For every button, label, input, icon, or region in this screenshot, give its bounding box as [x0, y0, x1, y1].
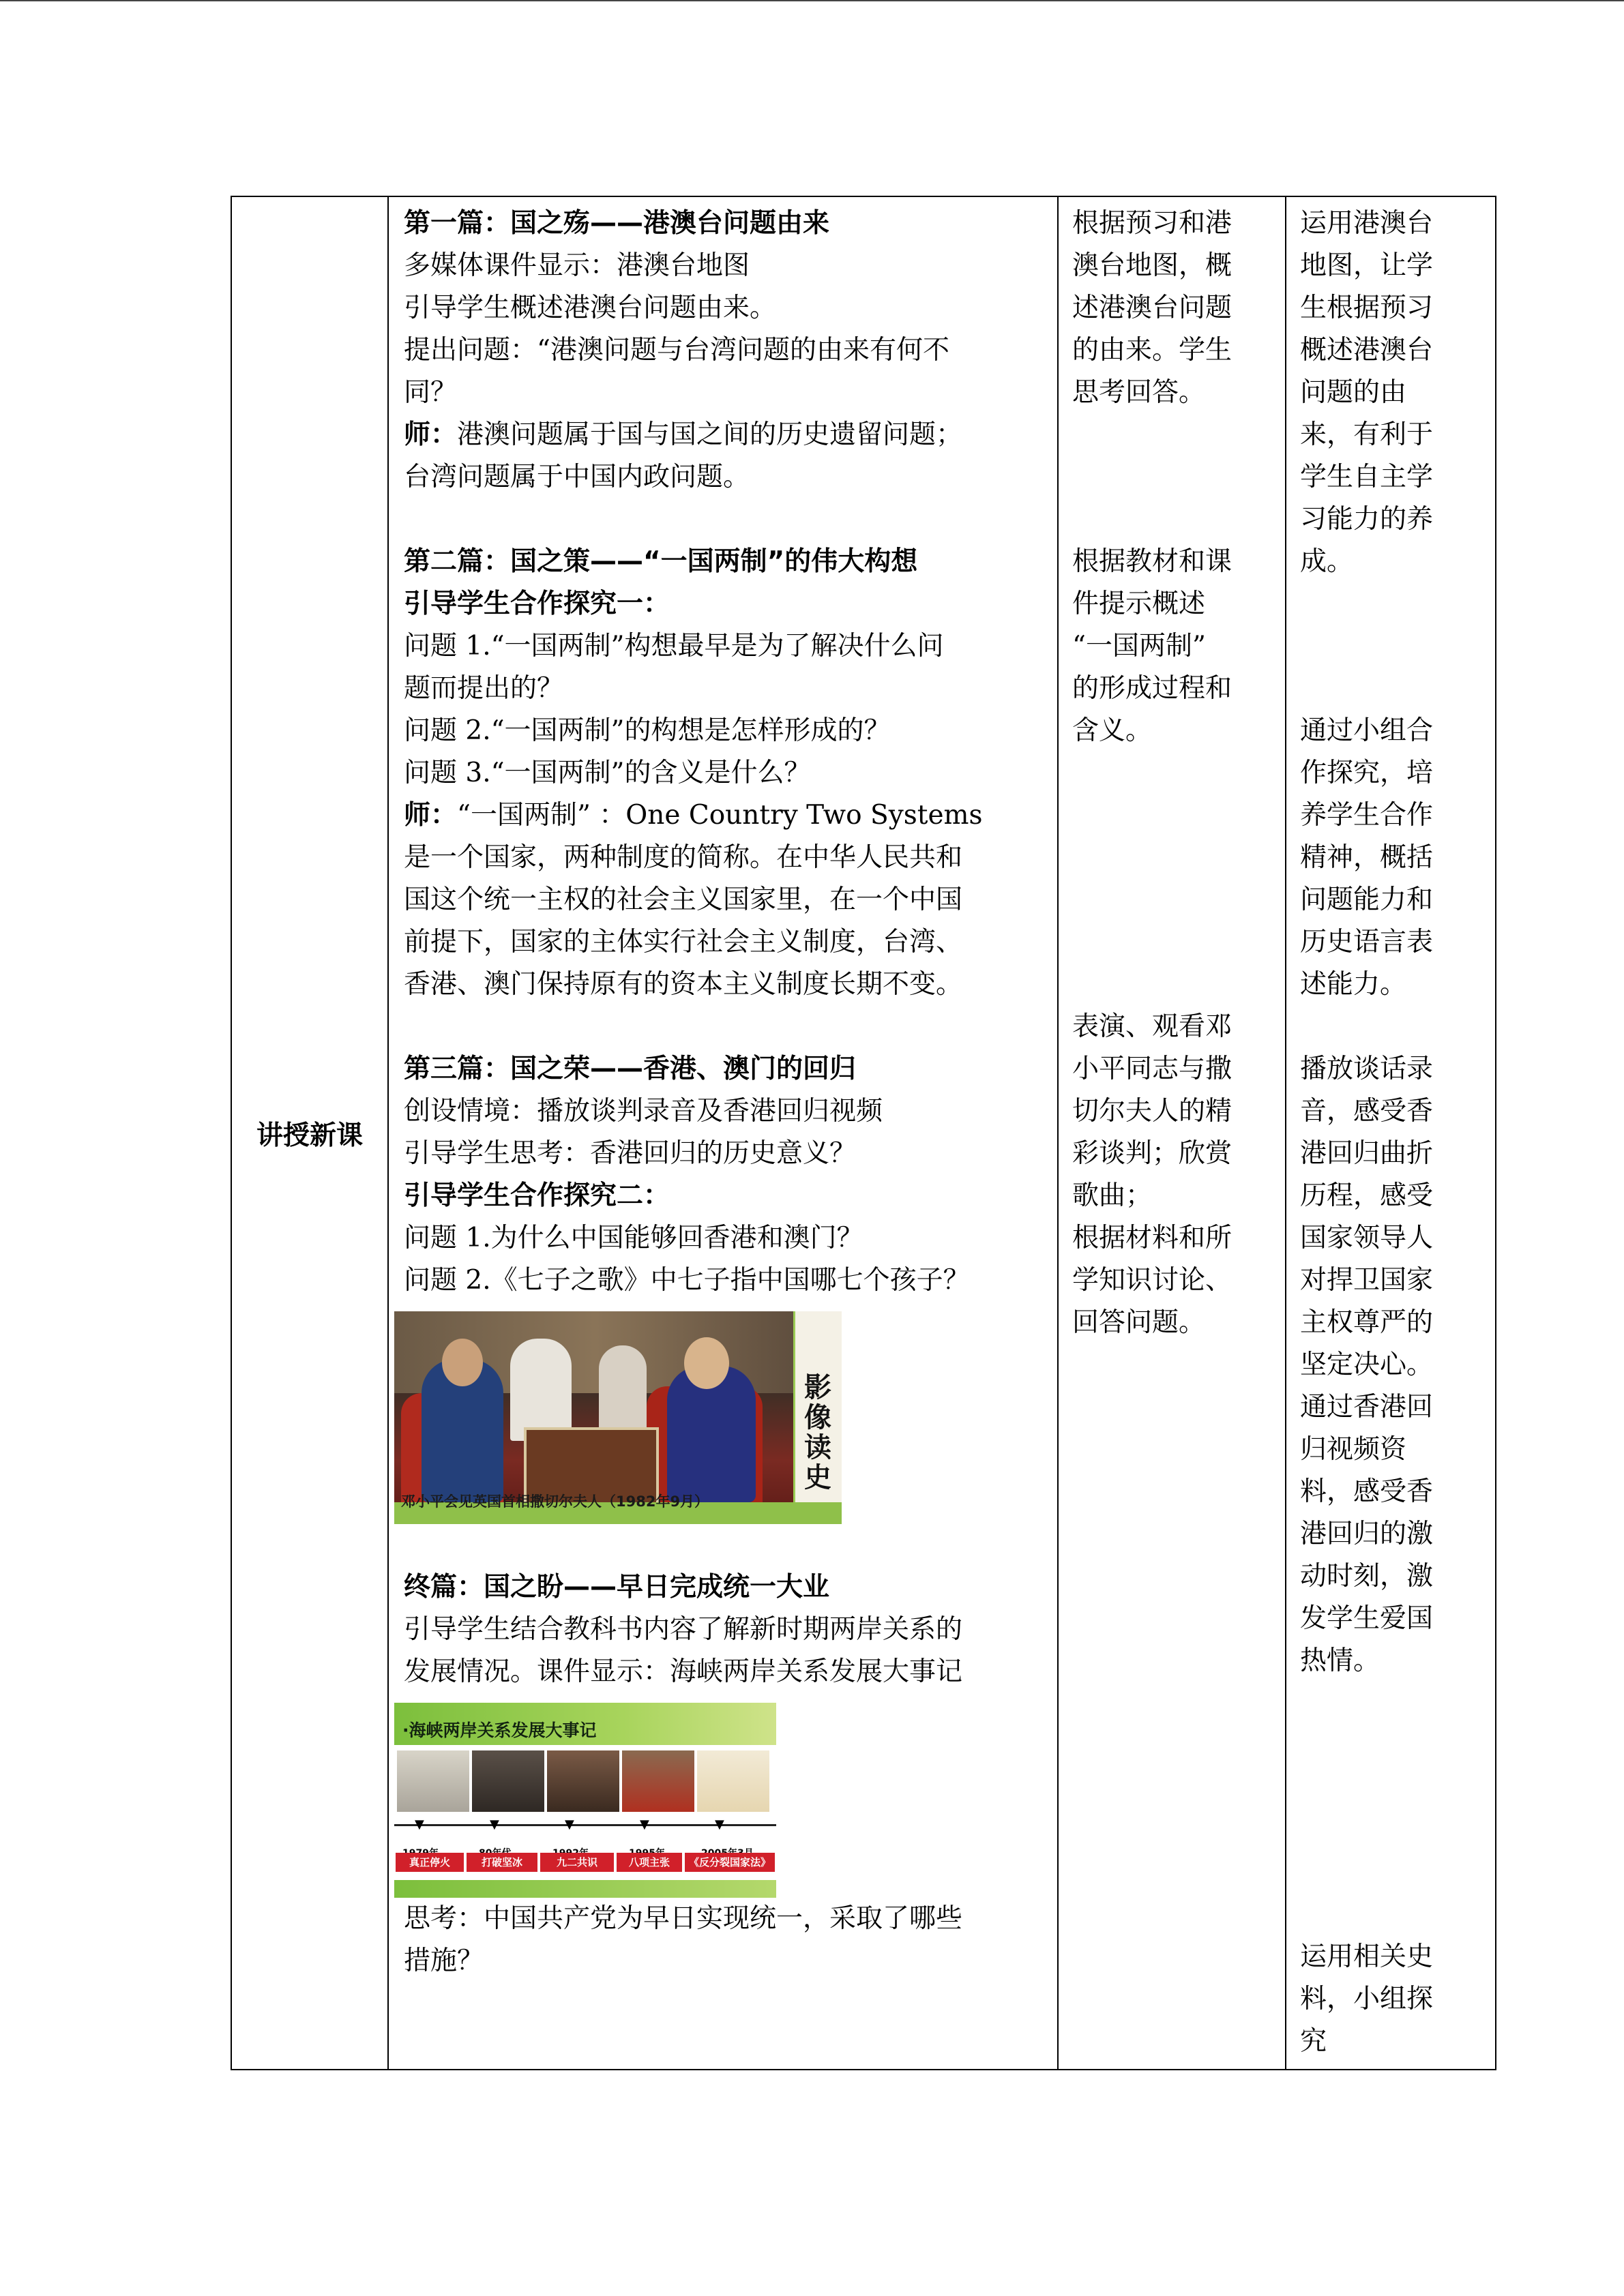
text-line: 歌曲；: [1072, 1180, 1153, 1211]
text-line: 问题 3.“一国两制”的含义是什么？: [404, 758, 811, 788]
top-border-line: [0, 0, 1624, 1]
subheading: 引导学生合作探究二：: [404, 1180, 670, 1211]
text-line: 表演、观看邓: [1072, 1011, 1232, 1042]
text-line: 引导学生结合教科书内容了解新时期两岸关系的: [404, 1614, 963, 1645]
text-line: 历史语言表: [1300, 927, 1434, 957]
timeline-tag: 打破坚冰: [467, 1853, 537, 1872]
text-line: 述港澳台问题: [1072, 293, 1232, 323]
text-line: 热情。: [1300, 1645, 1381, 1676]
text-line: 通过小组合: [1300, 715, 1434, 746]
text-line: 思考：中国共产党为早日实现统一，采取了哪些: [404, 1903, 963, 1934]
photo-caption: 邓小平会见英国首相撒切尔夫人（1982年9月）: [401, 1493, 709, 1510]
document-thumbnail: [697, 1750, 769, 1812]
text-line: 述能力。: [1300, 969, 1407, 1000]
text-line: 前提下，国家的主体实行社会主义制度，台湾、: [404, 927, 963, 957]
timeline-marker-icon: ▼: [415, 1817, 424, 1832]
text-line: 坚定决心。: [1300, 1350, 1434, 1380]
text-line: 件提示概述: [1072, 588, 1206, 619]
teacher-label: 师：: [404, 419, 458, 450]
text-line: 问题能力和: [1300, 884, 1434, 915]
photo-side-label: 影像读史: [804, 1372, 831, 1493]
text-line: 是一个国家，两种制度的简称。在中华人民共和: [404, 842, 963, 873]
text-line: 来，有利于: [1300, 419, 1434, 450]
photo-thumbnail: [472, 1750, 544, 1812]
timeline-slide: [394, 1703, 776, 1898]
text-line: 彩谈判；欣赏: [1072, 1138, 1232, 1169]
timeline-tag: 《反分裂国家法》: [685, 1853, 775, 1872]
text-line: 概述港澳台: [1300, 335, 1434, 366]
timeline-marker-icon: ▼: [490, 1817, 499, 1832]
text-line: 含义。: [1072, 715, 1153, 746]
newspaper-thumbnail: [397, 1750, 469, 1812]
text-line: [404, 794, 1048, 837]
text-line: 地图，让学: [1300, 250, 1434, 281]
text-line: 主权尊严的: [1300, 1307, 1434, 1338]
text-line: 措施？: [404, 1945, 484, 1976]
section-title-4: 终篇：国之盼——早日完成统一大业: [404, 1572, 830, 1602]
text-line: 澳台地图，概: [1072, 250, 1232, 281]
text-line: 的形成过程和: [1072, 673, 1232, 704]
text-line: 创设情境：播放谈判录音及香港回归视频: [404, 1096, 883, 1127]
slide-title: ·海峡两岸关系发展大事记: [402, 1720, 597, 1740]
text-line: 根据教材和课: [1072, 546, 1232, 577]
teacher-label: 师：: [404, 800, 458, 831]
text-line: 国家领导人: [1300, 1223, 1434, 1253]
text-line: 学生自主学: [1300, 462, 1434, 492]
text-line: 回答问题。: [1072, 1307, 1206, 1338]
teacher-activity-cell: [388, 196, 1058, 2070]
photo-thumbnail: [622, 1750, 694, 1812]
text-line: 根据预习和港: [1072, 208, 1232, 239]
text-line: 问题 1.“一国两制”构想最早是为了解决什么问: [404, 631, 944, 661]
text-line: 成。: [1300, 546, 1354, 577]
text-line: 运用港澳台: [1300, 208, 1434, 239]
text-line: 料，感受香: [1300, 1476, 1434, 1507]
text-line: [404, 414, 1048, 456]
timeline-marker-icon: ▼: [565, 1817, 574, 1832]
design-intent-cell: [1286, 196, 1496, 2070]
table-row: [231, 196, 1496, 2070]
text-line: 问题的由: [1300, 377, 1407, 408]
text-line: 题而提出的？: [404, 673, 564, 704]
text-line: 播放谈话录: [1300, 1054, 1434, 1084]
text-line: 作探究，培: [1300, 758, 1434, 788]
student-activity-cell: [1058, 196, 1286, 2070]
photo-thumbnail: [547, 1750, 619, 1812]
timeline-marker-icon: ▼: [640, 1817, 649, 1832]
text-line: 小平同志与撒: [1072, 1054, 1232, 1084]
text-line: 思考回答。: [1072, 377, 1206, 408]
text-line: 港回归的激: [1300, 1519, 1434, 1549]
text-span: 港澳问题属于国与国之间的历史遗留问题；: [457, 419, 963, 450]
text-line: 问题 1.为什么中国能够回香港和澳门？: [404, 1223, 863, 1253]
text-line: 动时刻，激: [1300, 1561, 1434, 1592]
text-line: 究: [1300, 2026, 1327, 2057]
text-line: 根据材料和所: [1072, 1223, 1232, 1253]
text-line: 料，小组探: [1300, 1984, 1434, 2014]
text-line: 学知识讨论、: [1072, 1265, 1232, 1296]
text-line: 发展情况。课件显示：海峡两岸关系发展大事记: [404, 1656, 963, 1687]
section-title-1: 第一篇：国之殇——港澳台问题由来: [404, 208, 830, 239]
text-line: 多媒体课件显示：港澳台地图: [404, 250, 750, 281]
text-line: 切尔夫人的精: [1072, 1096, 1232, 1127]
text-line: 的由来。学生: [1072, 335, 1232, 366]
timeline-tag: 八项主张: [617, 1853, 682, 1872]
text-line: 引导学生思考：香港回归的历史意义？: [404, 1138, 857, 1169]
text-line: 港回归曲折: [1300, 1138, 1434, 1169]
text-line: 音，感受香: [1300, 1096, 1434, 1127]
text-line: 香港、澳门保持原有的资本主义制度长期不变。: [404, 969, 963, 1000]
text-line: 习能力的养: [1300, 504, 1434, 535]
text-line: 问题 2.《七子之歌》中七子指中国哪七个孩子？: [404, 1265, 970, 1296]
lesson-plan-table: [231, 196, 1496, 2070]
text-line: 台湾问题属于中国内政问题。: [404, 462, 750, 492]
meeting-photo: [394, 1311, 842, 1524]
text-line: 同？: [404, 377, 458, 408]
text-line: 归视频资: [1300, 1434, 1407, 1465]
text-line: 历程，感受: [1300, 1180, 1434, 1211]
text-line: 引导学生概述港澳台问题由来。: [404, 293, 777, 323]
text-line: 国这个统一主权的社会主义国家里，在一个中国: [404, 884, 963, 915]
timeline-tag: 真正停火: [396, 1853, 464, 1872]
text-line: 提出问题：“港澳问题与台湾问题的由来有何不: [404, 335, 949, 366]
text-line: 生根据预习: [1300, 293, 1434, 323]
text-line: 精神，概括: [1300, 842, 1434, 873]
text-line: “一国两制”: [1072, 631, 1206, 661]
text-line: 发学生爱国: [1300, 1603, 1434, 1634]
text-line: 运用相关史: [1300, 1941, 1434, 1972]
timeline-tag: 九二共识: [540, 1853, 614, 1872]
section-title-2: 第二篇：国之策——“一国两制”的伟大构想: [404, 546, 918, 577]
text-line: 养学生合作: [1300, 800, 1434, 831]
section-title-3: 第三篇：国之荣——香港、澳门的回归: [404, 1054, 857, 1084]
text-line: 通过香港回: [1300, 1392, 1434, 1422]
subheading: 引导学生合作探究一：: [404, 588, 670, 619]
text-line: 问题 2.“一国两制”的构想是怎样形成的？: [404, 715, 891, 746]
text-line: 对捍卫国家: [1300, 1265, 1434, 1296]
text-span: “一国两制” ：One Country Two Systems: [457, 800, 983, 831]
stage-cell: [231, 196, 388, 2070]
timeline-marker-icon: ▼: [715, 1817, 724, 1832]
stage-label: 讲授新课: [256, 1120, 363, 1151]
